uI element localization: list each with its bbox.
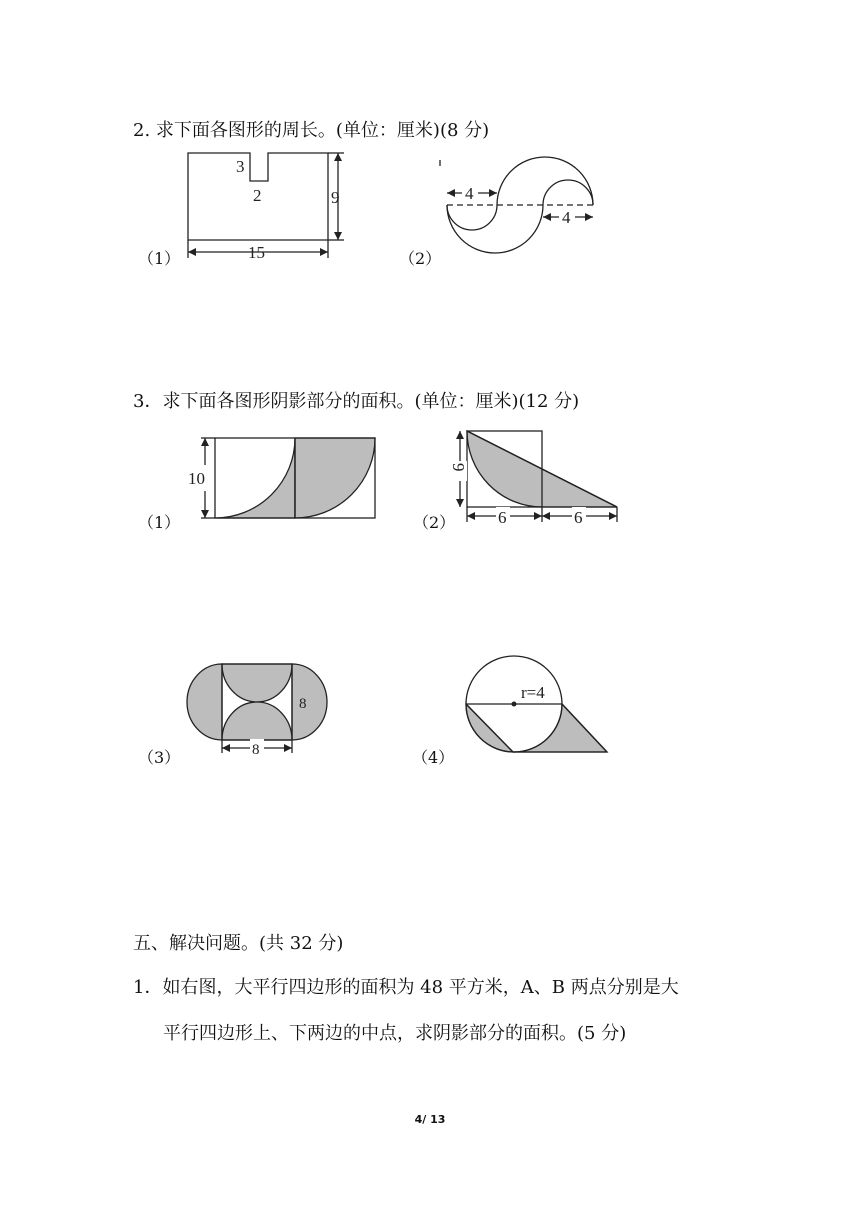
base-right-label: 6 [574, 508, 583, 527]
width-label: 15 [248, 243, 265, 262]
radius-label: r=4 [521, 683, 545, 702]
left-dim-label: 4 [465, 184, 474, 203]
page-number: 4/ 13 [414, 1113, 446, 1126]
question-1-line-2: 平行四边形上、下两边的中点，求阴影部分的面积。(5 分) [163, 1023, 627, 1044]
side-8-label: 8 [299, 696, 307, 712]
section3-title: 3．求下面各图形阴影部分的面积。(单位：厘米)(12 分) [133, 391, 580, 412]
fig-label-3-4: （4） [412, 748, 455, 767]
fig-label-2-1: （1） [138, 249, 181, 268]
fig-label-3-1: （1） [138, 513, 181, 532]
notch-width-label: 2 [253, 186, 262, 205]
question-1-line-1: 1．如右图，大平行四边形的面积为 48 平方米，A、B 两点分别是大 [133, 977, 679, 998]
base-left-label: 6 [498, 508, 507, 527]
fig-label-2-2: （2） [399, 249, 442, 268]
right-dim-label: 4 [562, 208, 571, 227]
height-10-label: 10 [188, 469, 205, 488]
fig-label-3-2: （2） [413, 513, 456, 532]
section5-heading: 五、解决问题。(共 32 分) [133, 933, 344, 954]
base-8-label: 8 [252, 742, 260, 758]
notch-depth-label: 3 [236, 157, 245, 176]
height-label: 9 [331, 188, 340, 207]
section2-title: 2. 求下面各图形的周长。(单位：厘米)(8 分) [133, 120, 490, 141]
fig-label-3-3: （3） [138, 748, 181, 767]
height-9-label: 9 [449, 463, 468, 472]
